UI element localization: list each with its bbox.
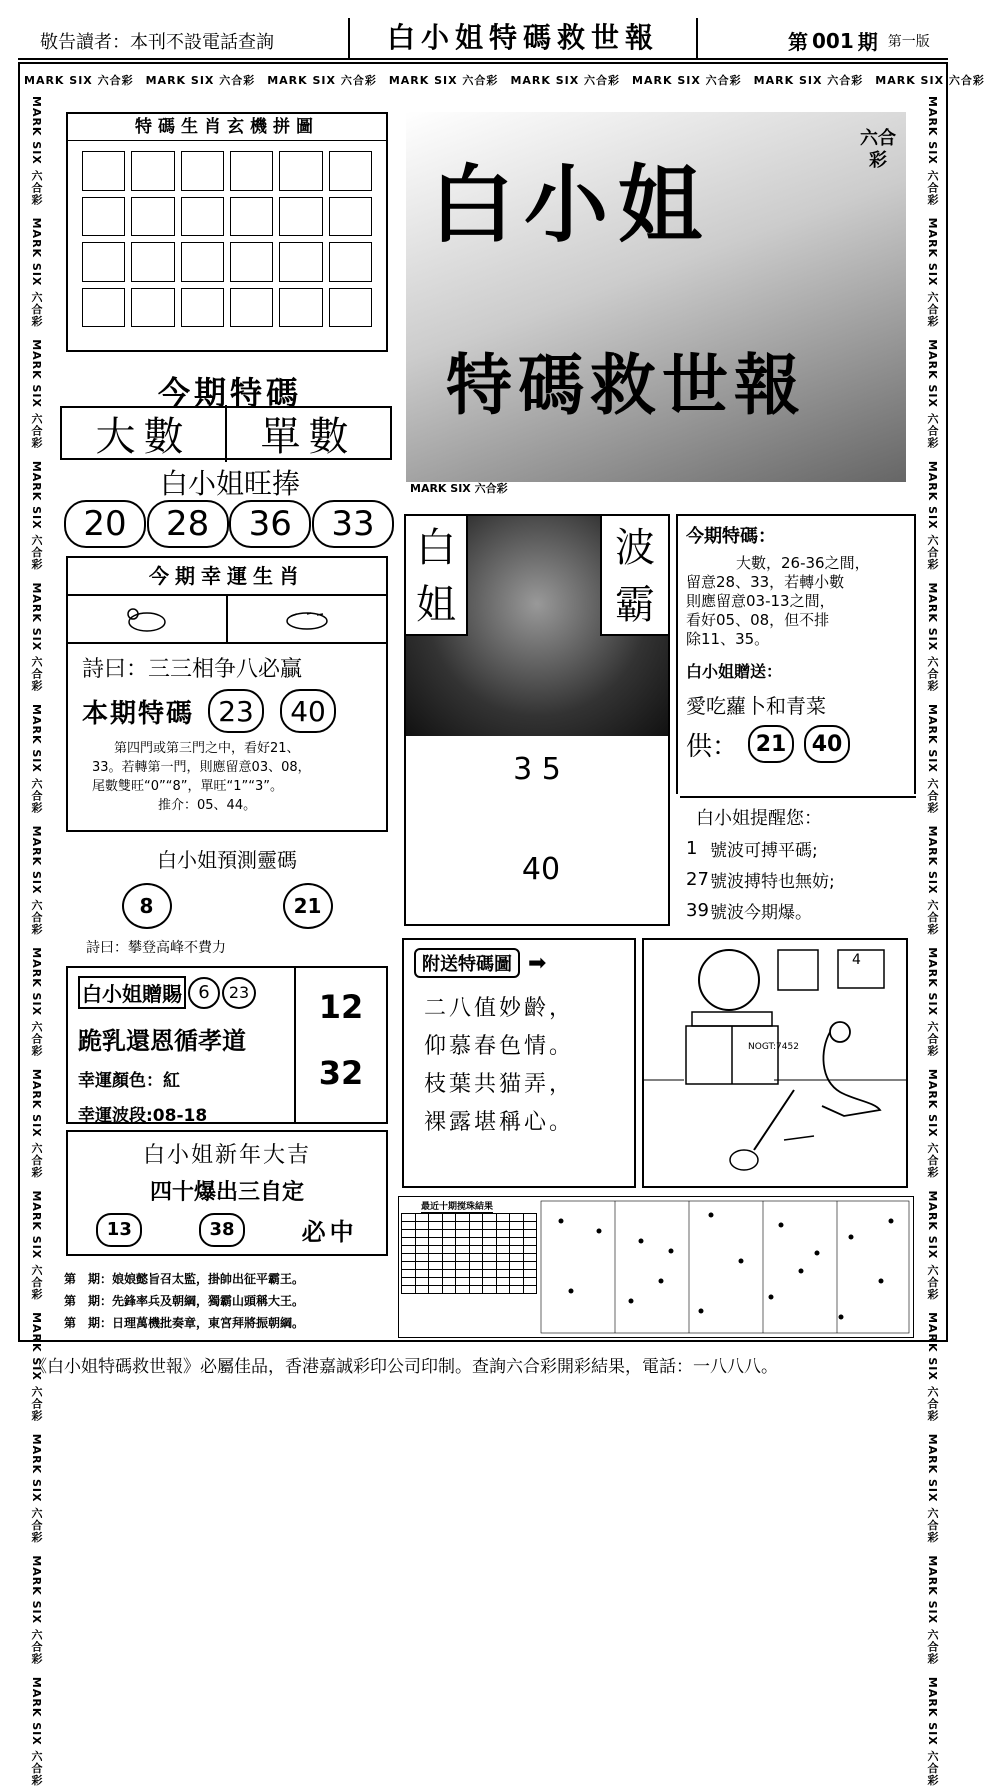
puzzle-tile	[230, 242, 273, 282]
newyear-heading: 白小姐新年大吉	[142, 1143, 311, 1168]
issue-prefix: 第	[788, 30, 808, 54]
predict-note: 詩曰：攀登高峰不費力	[86, 940, 226, 956]
attach-poem-line: 仰慕春色情。	[424, 1034, 575, 1059]
zodiac-desc-line: 第四門或第三門之中，看好21、	[114, 741, 300, 756]
photo2-char: 霸	[615, 582, 655, 628]
tips-supply-number: 40	[804, 725, 850, 763]
masthead-char: 姐	[618, 155, 703, 254]
gift-heading-row	[78, 976, 284, 1009]
special-numbers	[64, 500, 394, 548]
photo2-number-2: 40	[521, 852, 561, 887]
tips-line: 除11、35。	[686, 630, 770, 648]
newyear-number: 38	[199, 1213, 245, 1247]
tiger-icon	[277, 604, 337, 634]
header-notice: 敬告讀者：本刊不設電話查詢	[40, 32, 274, 53]
attach-poem	[404, 990, 634, 1142]
newyear-panel	[66, 1130, 388, 1256]
zodiac-image-right	[228, 596, 386, 642]
attach-panel	[402, 938, 636, 1188]
table-row	[402, 1262, 537, 1270]
puzzle-tile	[329, 151, 372, 191]
photo2-char: 姐	[416, 582, 456, 628]
masthead-title	[430, 138, 702, 259]
special-number: 28	[147, 500, 229, 548]
verse-line: 第 期：娘娘懿旨召太監，掛帥出征平霸王。	[64, 1272, 305, 1286]
puzzle-panel	[66, 112, 388, 352]
predict-heading: 白小姐預測靈碼	[157, 848, 297, 872]
sketch-illustration	[644, 940, 906, 1186]
newyear-slogan: 四十爆出三自定	[149, 1180, 304, 1205]
puzzle-tile	[82, 197, 125, 237]
border-strip-right: MARK SIX 六合彩 MARK SIX 六合彩 MARK SIX 六合彩 MARK SIX 六合彩 MARK SIX 六合彩 MARK SIX 六合彩 MARK SIX 六合彩 MARK SIX 六合彩 MARK SIX 六合彩 MARK SIX 六合彩 MARK SIX 六合彩 MARK SIX 六合彩 MARK SIX 六合彩 MARK SIX 六合彩	[926, 96, 939, 1787]
lucky-zodiac-heading: 今期幸運生肖	[68, 558, 386, 596]
gift-side-box	[296, 966, 388, 1124]
sketch-calendar-number: 4	[852, 952, 861, 968]
edition: 第一版	[887, 33, 930, 50]
photo2-right-box	[600, 516, 668, 636]
puzzle-tile	[181, 151, 224, 191]
puzzle-title: 特碼生肖玄機拼圖	[68, 114, 386, 141]
zodiac-poem: 詩曰：三三相争八必贏	[82, 657, 303, 682]
predict-panel	[66, 844, 388, 954]
puzzle-tile	[230, 288, 273, 328]
puzzle-tile	[279, 242, 322, 282]
puzzle-tile	[230, 151, 273, 191]
puzzle-tile	[279, 151, 322, 191]
puzzle-tile	[82, 242, 125, 282]
zodiac-special-label: 本期特碼	[82, 698, 195, 729]
table-row	[402, 1286, 537, 1294]
tips-supply-number: 21	[748, 725, 794, 763]
table-row	[402, 1222, 537, 1230]
puzzle-tile	[131, 288, 174, 328]
remind-num: 27	[686, 869, 709, 890]
remind-item	[686, 836, 910, 861]
zodiac-image-left	[68, 596, 228, 642]
masthead	[406, 112, 916, 506]
photo2-panel	[404, 514, 670, 926]
masthead-logo: MARK SIX 六合彩	[410, 482, 508, 495]
border-strip-left: MARK SIX 六合彩 MARK SIX 六合彩 MARK SIX 六合彩 MARK SIX 六合彩 MARK SIX 六合彩 MARK SIX 六合彩 MARK SIX 六合彩 MARK SIX 六合彩 MARK SIX 六合彩 MARK SIX 六合彩 MARK SIX 六合彩 MARK SIX 六合彩 MARK SIX 六合彩 MARK SIX 六合彩	[30, 96, 43, 1787]
puzzle-tile	[82, 288, 125, 328]
newyear-number: 13	[96, 1213, 142, 1247]
results-left-table	[401, 1213, 537, 1335]
table-row	[402, 1230, 537, 1238]
masthead-char: 小	[524, 155, 609, 254]
header-title: 白小姐特碼救世報	[386, 21, 659, 54]
verses	[64, 1268, 394, 1334]
tips-line: 則應留意03-13之間，	[686, 592, 835, 610]
puzzle-tile	[131, 151, 174, 191]
photo2-number-1: 3 5	[513, 752, 561, 787]
remind-item	[686, 898, 910, 923]
zodiac-desc-line: 33。若轉第一門，則應留意03、08，	[92, 760, 311, 775]
puzzle-tile	[181, 242, 224, 282]
zodiac-images	[68, 596, 386, 644]
puzzle-tile	[181, 197, 224, 237]
tips-line: 大數，26-36之間，	[736, 554, 870, 572]
attach-heading-row	[404, 940, 634, 986]
puzzle-grid	[68, 141, 386, 337]
verse-line: 第 期：日理萬機批奏章，東宮拜將振朝綱。	[64, 1316, 305, 1330]
gift-number: 23	[222, 977, 256, 1009]
table-row	[402, 1254, 537, 1262]
masthead-corner: 六合彩	[860, 128, 896, 171]
newyear-numbers	[68, 1212, 386, 1247]
tips-line: 看好05、08，但不排	[686, 611, 830, 629]
table-row	[402, 1278, 537, 1286]
attach-poem-line: 枝葉共猫弄，	[424, 1072, 575, 1097]
attach-poem-line: 二八值妙齡，	[424, 996, 575, 1021]
puzzle-tile	[279, 197, 322, 237]
tag-odd: 單數	[260, 413, 357, 460]
predict-number: 8	[122, 883, 172, 929]
special-tags	[60, 406, 392, 460]
zodiac-desc-line: 尾數雙旺“0”“8”，單旺“1”“3”。	[92, 779, 283, 794]
tips-supply-label: 供：	[686, 731, 739, 762]
puzzle-tile	[329, 288, 372, 328]
remind-text: 號波搏特也無妨;	[710, 872, 835, 892]
table-row	[402, 1246, 537, 1254]
tips-supply	[686, 725, 906, 763]
tips-heading: 今期特碼：	[686, 526, 776, 547]
results-panel	[398, 1196, 914, 1338]
remind-item	[686, 867, 910, 892]
sketch-text: NOGT:7452	[748, 1042, 799, 1052]
arrow-right-icon: ➡	[528, 950, 547, 976]
puzzle-tile	[181, 288, 224, 328]
photo2-left-box	[406, 516, 468, 636]
tips-lines	[686, 554, 906, 649]
results-dot-grid	[541, 1201, 911, 1335]
zodiac-number: 40	[280, 689, 336, 733]
attach-poem-line: 裸露堪稱心。	[424, 1110, 575, 1135]
puzzle-tile	[82, 151, 125, 191]
gift-number: 6	[188, 977, 220, 1009]
special-number: 33	[312, 500, 394, 548]
verse-line: 第 期：先鋒率兵及朝綱，獨霸山頭稱大王。	[64, 1294, 305, 1308]
lucky-zodiac-panel	[66, 556, 388, 832]
gift-heading: 白小姐贈賜	[78, 976, 186, 1009]
monkey-icon	[117, 604, 177, 634]
tips-panel	[676, 514, 916, 794]
remind-panel	[680, 796, 916, 930]
zodiac-number: 23	[208, 689, 264, 733]
results-heading: 最近十期搅珠結果	[421, 1199, 493, 1213]
table-row	[402, 1214, 537, 1222]
puzzle-tile	[329, 197, 372, 237]
remind-text: 號波可搏平碼;	[710, 841, 818, 861]
gift-panel	[66, 966, 296, 1124]
remind-text: 號波今期爆。	[710, 903, 812, 923]
issue-number: 001	[812, 28, 854, 53]
zodiac-special-row	[68, 683, 386, 733]
attach-heading: 附送特碼圖	[414, 948, 520, 978]
puzzle-tile	[329, 242, 372, 282]
tips-gift-heading: 白小姐贈送：	[686, 662, 783, 681]
issue-suffix: 期	[857, 30, 878, 54]
footer: 《白小姐特碼救世報》必屬佳品，香港嘉誠彩印公司印制。查詢六合彩開彩結果，電話：一八八八。	[30, 1357, 778, 1377]
gift-wave: 幸運波段:08-18	[78, 1106, 208, 1126]
remind-num: 39	[686, 900, 709, 921]
zodiac-desc	[68, 733, 386, 815]
issue-label	[788, 26, 930, 55]
newyear-must: 必中	[301, 1218, 358, 1246]
photo2-char: 波	[615, 525, 655, 571]
masthead-sub: 特碼救世報	[446, 347, 806, 424]
remind-heading: 白小姐提醒您：	[696, 808, 822, 829]
special-heading: 今期特碼	[157, 374, 302, 412]
table-row	[402, 1270, 537, 1278]
zodiac-desc-line: 推介：05、44。	[158, 798, 257, 813]
header-title-box	[348, 18, 698, 58]
tag-big: 大數	[62, 405, 227, 462]
predict-number: 21	[283, 883, 333, 929]
header-bar	[18, 18, 948, 60]
gift-color: 幸運顏色：紅	[78, 1071, 180, 1091]
gift-slogan: 跪乳還恩循孝道	[78, 1027, 246, 1055]
special-number: 20	[64, 500, 146, 548]
puzzle-tile	[279, 288, 322, 328]
gift-side-number: 12	[318, 988, 364, 1026]
tips-gift-text: 愛吃蘿卜和青菜	[686, 694, 826, 718]
photo2-char: 白	[416, 525, 456, 571]
gift-side-number: 32	[318, 1054, 364, 1092]
puzzle-tile	[131, 242, 174, 282]
puzzle-tile	[131, 197, 174, 237]
attach-sketch	[642, 938, 908, 1188]
table-row	[402, 1238, 537, 1246]
tips-line: 留意28、33，若轉小數	[686, 573, 845, 591]
predict-numbers	[66, 883, 388, 929]
border-strip-top: MARK SIX 六合彩 MARK SIX 六合彩 MARK SIX 六合彩 MARK SIX 六合彩 MARK SIX 六合彩 MARK SIX 六合彩 MARK SIX 六合彩 MARK SIX 六合彩	[24, 74, 985, 87]
remind-num: 1	[686, 838, 698, 859]
puzzle-tile	[230, 197, 273, 237]
special-number: 36	[229, 500, 311, 548]
special-subheading: 白小姐旺捧	[159, 467, 300, 500]
masthead-char: 白	[430, 155, 515, 254]
